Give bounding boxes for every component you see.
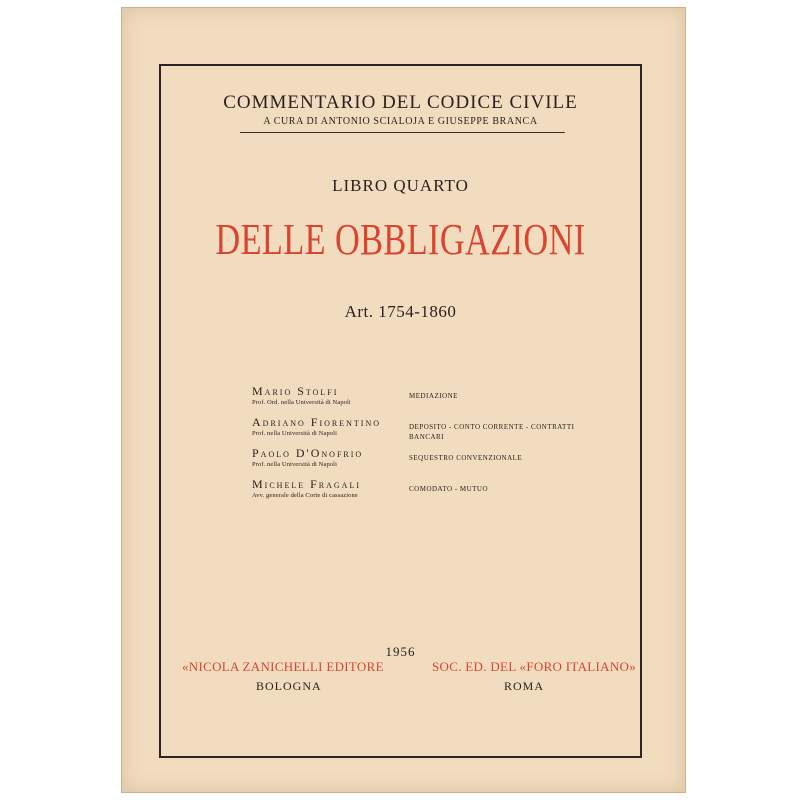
author-name: Adriano Fiorentino: [252, 415, 381, 429]
author-name: Mario Stolfi: [252, 384, 339, 398]
publisher-right: SOC. ED. DEL «FORO ITALIANO»: [432, 659, 637, 674]
city-left: BOLOGNA: [256, 679, 322, 693]
author-affiliation: Prof. Ord. nella Università di Napoli: [252, 399, 351, 406]
book-number: LIBRO QUARTO: [332, 176, 469, 195]
editors-line: A CURA DI ANTONIO SCIALOJA E GIUSEPPE BRANCA: [263, 116, 538, 127]
author-name: Michele Fragali: [252, 477, 361, 491]
publisher-left: «NICOLA ZANICHELLI EDITORE: [182, 659, 384, 674]
author-affiliation: Prof. nella Università di Napoli: [252, 461, 337, 468]
cover-frame: [159, 64, 642, 758]
authors-list: [252, 384, 582, 508]
header-divider: [240, 132, 565, 133]
author-topic: MEDIAZIONE: [409, 392, 458, 400]
author-topic: DEPOSITO - CONTO CORRENTE - CONTRATTI BANCARI: [409, 423, 575, 441]
author-entry: [252, 477, 582, 508]
main-title: DELLE OBBLIGAZIONI: [215, 215, 586, 264]
author-affiliation: Prof. nella Università di Napoli: [252, 430, 337, 437]
author-name: Paolo D'Onofrio: [252, 446, 364, 460]
author-topic: COMODATO - MUTUO: [409, 485, 489, 493]
author-entry: [252, 415, 582, 446]
author-topic: SEQUESTRO CONVENZIONALE: [409, 454, 523, 462]
city-right: ROMA: [504, 679, 545, 693]
publication-year: 1956: [385, 644, 416, 659]
author-entry: [252, 384, 582, 415]
book-cover: [121, 7, 686, 793]
author-entry: [252, 446, 582, 477]
series-title: COMMENTARIO DEL CODICE CIVILE: [223, 92, 578, 113]
author-affiliation: Avv. generale della Corte di cassazione: [252, 492, 358, 499]
article-range: Art. 1754-1860: [344, 302, 457, 321]
